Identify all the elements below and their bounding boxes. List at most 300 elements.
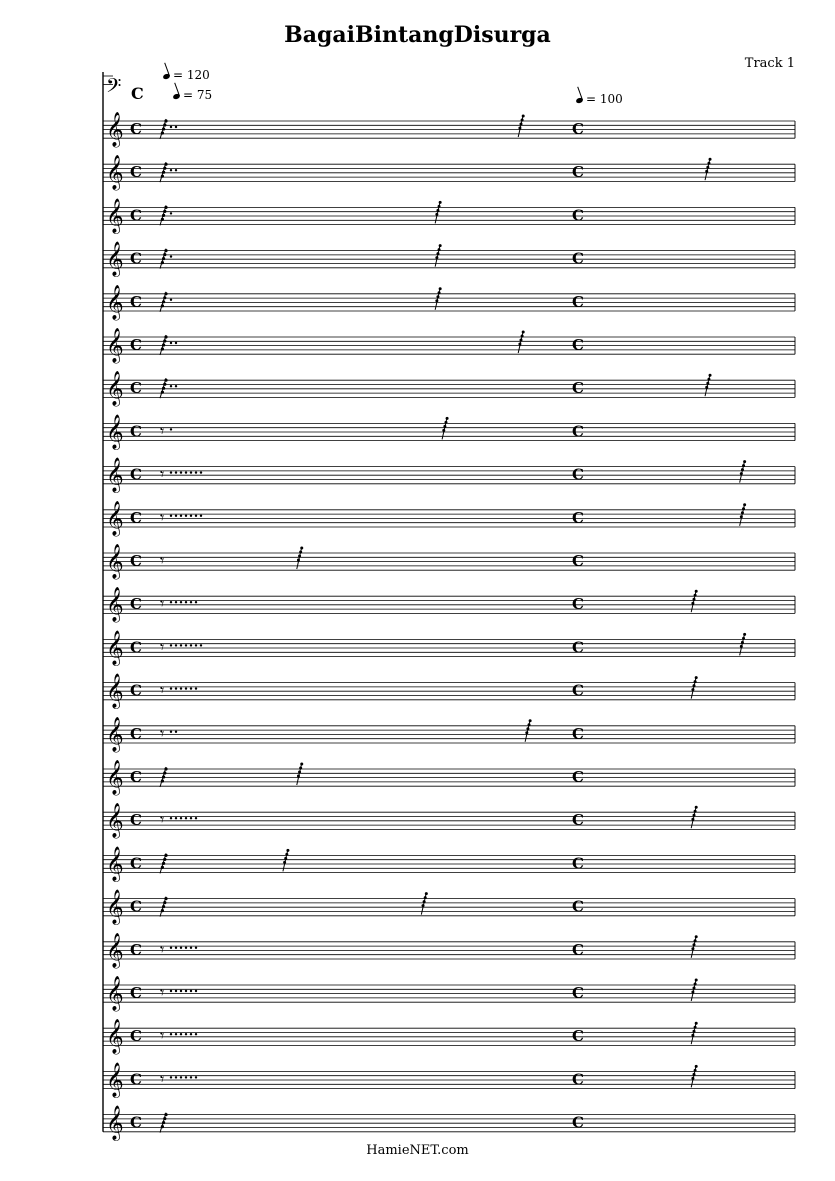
duration-dot — [180, 1033, 182, 1035]
rest-flag — [743, 460, 746, 463]
rest-flag — [162, 387, 165, 390]
duration-dot — [195, 687, 197, 689]
duration-dot — [190, 644, 192, 646]
rest-flag — [436, 209, 439, 212]
duration-dot — [190, 687, 192, 689]
rest-flag — [709, 158, 712, 161]
footer-credit: HamieNET.com — [366, 1143, 469, 1158]
time-signature: C — [130, 940, 142, 959]
duration-dot — [175, 817, 177, 819]
rest-flag — [162, 1121, 165, 1124]
rest-flag — [707, 378, 710, 381]
duration-dot — [175, 342, 177, 344]
treble-clef-icon: 𝄞 — [106, 500, 124, 536]
eighth-rest-icon: 𝄾 — [160, 1069, 165, 1089]
duration-dot — [195, 947, 197, 949]
rest-flag — [525, 731, 528, 734]
rest-flag — [298, 555, 301, 558]
eighth-rest-icon: 𝄾 — [160, 637, 165, 657]
treble-clef-icon: 𝄞 — [106, 587, 124, 623]
time-signature: C — [572, 681, 584, 700]
rest-flag — [435, 213, 438, 216]
eighth-rest-icon: 𝄾 — [160, 551, 165, 570]
rest-flag — [164, 292, 167, 295]
time-signature: C — [130, 422, 142, 441]
time-signature: C — [572, 984, 584, 1002]
rest-flag — [521, 335, 524, 338]
rest-flag — [439, 201, 442, 204]
treble-clef-icon: 𝄞 — [106, 241, 124, 277]
rest-flag — [693, 684, 696, 687]
rest-flag — [743, 633, 746, 636]
rest-flag — [161, 866, 164, 869]
duration-dot — [195, 817, 197, 819]
rest-flag — [164, 163, 167, 166]
rest-flag — [438, 205, 441, 208]
duration-dot — [170, 428, 172, 430]
tempo-mark-1: = 120 — [163, 68, 210, 82]
rest-flag — [423, 900, 426, 903]
time-signature: C — [572, 638, 584, 657]
rest-flag — [694, 680, 697, 683]
treble-clef-icon: 𝄞 — [106, 803, 124, 839]
duration-dot — [175, 515, 177, 517]
treble-clef-icon: 𝄞 — [106, 760, 124, 795]
rest-flag — [706, 382, 709, 385]
time-signature: C — [572, 1113, 584, 1132]
score-title: BagaiBintangDisurga — [284, 22, 551, 48]
duration-dot — [190, 990, 192, 992]
time-signature: C — [572, 292, 584, 311]
duration-dot — [170, 471, 172, 473]
eighth-rest-icon: 𝄾 — [160, 594, 165, 614]
rest-flag — [436, 252, 439, 255]
duration-dot — [175, 169, 177, 171]
duration-dot — [185, 817, 187, 819]
rest-flag — [439, 244, 442, 247]
duration-dot — [180, 515, 182, 517]
time-signature: C — [572, 897, 584, 916]
duration-dot — [185, 1076, 187, 1078]
time-signature: C — [130, 1070, 142, 1089]
time-signature: C — [130, 724, 142, 743]
rest-flag — [164, 119, 167, 122]
rest-flag — [162, 300, 165, 303]
treble-clef-icon: 𝄞 — [106, 976, 124, 1011]
rest-flag — [162, 862, 165, 865]
duration-dot — [175, 1076, 177, 1078]
rest-flag — [691, 1034, 694, 1037]
rest-flag — [694, 983, 697, 986]
rest-flag — [520, 339, 523, 342]
duration-dot — [170, 1033, 172, 1035]
rest-flag — [163, 1117, 166, 1120]
duration-dot — [170, 731, 172, 733]
time-signature: C — [572, 163, 584, 182]
duration-dot — [175, 644, 177, 646]
rest-flag — [443, 425, 446, 428]
duration-dot — [190, 947, 192, 949]
duration-dot — [170, 385, 172, 387]
duration-dot — [190, 471, 192, 473]
rest-flag — [162, 214, 165, 217]
duration-dot — [190, 1076, 192, 1078]
treble-clef-icon: 𝄞 — [106, 1019, 124, 1055]
duration-dot — [185, 687, 187, 689]
rest-flag — [693, 1030, 696, 1033]
duration-dot — [170, 299, 172, 301]
duration-dot — [180, 687, 182, 689]
eighth-rest-icon: 𝄾 — [160, 421, 165, 441]
rest-flag — [694, 1069, 697, 1072]
rest-flag — [162, 775, 165, 778]
time-signature: C — [572, 508, 584, 527]
tempo-mark-3: = 100 — [576, 92, 623, 106]
time-signature: C — [130, 1027, 142, 1046]
duration-dot — [175, 731, 177, 733]
time-signature: C — [130, 508, 142, 527]
duration-dot — [170, 1076, 172, 1078]
treble-clef-icon: 𝄞 — [106, 284, 124, 320]
time-signature: C — [572, 120, 584, 138]
rest-flag — [695, 1022, 698, 1025]
rest-flag — [691, 602, 694, 605]
duration-dot — [170, 342, 172, 344]
duration-dot — [170, 990, 172, 992]
time-signature: C — [130, 984, 142, 1002]
rest-flag — [693, 943, 696, 946]
rest-flag — [161, 131, 164, 134]
rest-flag — [162, 171, 165, 174]
treble-clef-icon: 𝄞 — [106, 112, 124, 147]
duration-dot — [195, 644, 197, 646]
duration-dot — [175, 990, 177, 992]
duration-dot — [195, 515, 197, 517]
duration-dot — [170, 255, 172, 257]
time-signature: C — [130, 1113, 142, 1132]
treble-clef-icon: 𝄞 — [106, 673, 124, 709]
rest-flag — [526, 727, 529, 730]
duration-dot — [185, 990, 187, 992]
rest-flag — [164, 854, 167, 857]
rest-flag — [741, 511, 744, 514]
rest-flag — [695, 590, 698, 593]
treble-clef-icon: 𝄞 — [106, 846, 124, 882]
rest-flag — [691, 818, 694, 821]
duration-dot — [170, 601, 172, 603]
rest-flag — [163, 123, 166, 126]
rest-flag — [694, 939, 697, 942]
time-signature: C — [130, 854, 142, 873]
rest-flag — [164, 767, 167, 770]
bass-clef-icon: 𝄢 — [106, 74, 122, 102]
track-label: Track 1 — [744, 56, 795, 71]
treble-clef-icon: 𝄞 — [106, 932, 124, 968]
rest-flag — [422, 904, 425, 907]
time-signature: C — [130, 595, 142, 614]
time-signature: C — [572, 1027, 584, 1046]
rest-flag — [435, 256, 438, 259]
rest-flag — [444, 421, 447, 424]
time-signature: C — [130, 292, 142, 311]
duration-dot — [180, 947, 182, 949]
rest-flag — [691, 688, 694, 691]
duration-dot — [180, 817, 182, 819]
rest-flag — [705, 170, 708, 173]
duration-dot — [175, 126, 177, 128]
time-signature: C — [572, 854, 584, 873]
time-signature: C — [130, 768, 142, 786]
duration-dot — [190, 601, 192, 603]
rest-flag — [161, 779, 164, 782]
rest-flag — [438, 248, 441, 251]
eighth-rest-icon: 𝄾 — [160, 464, 165, 484]
time-signature: C — [130, 897, 142, 916]
rest-flag — [164, 379, 167, 382]
rest-flag — [300, 547, 303, 550]
duration-dot — [200, 644, 202, 646]
rest-flag — [163, 339, 166, 342]
time-signature: C — [572, 811, 584, 830]
time-signature: C — [130, 249, 142, 268]
rest-flag — [297, 775, 300, 778]
rest-flag — [695, 935, 698, 938]
time-signature: C — [572, 379, 584, 398]
rest-flag — [161, 218, 164, 221]
treble-clef-icon: 𝄞 — [106, 414, 124, 450]
time-signature: C — [130, 681, 142, 700]
time-signature: C — [130, 379, 142, 398]
duration-dot — [175, 385, 177, 387]
duration-dot — [170, 169, 172, 171]
rest-flag — [161, 175, 164, 178]
rest-flag — [164, 897, 167, 900]
rest-flag — [528, 723, 531, 726]
rest-flag — [435, 299, 438, 302]
rest-flag — [522, 115, 525, 118]
duration-dot — [200, 515, 202, 517]
time-signature: C — [572, 940, 584, 959]
rest-flag — [695, 1065, 698, 1068]
rest-flag — [742, 507, 745, 510]
rest-flag — [693, 1073, 696, 1076]
treble-clef-icon: 𝄞 — [106, 544, 124, 579]
rest-flag — [742, 637, 745, 640]
duration-dot — [195, 1076, 197, 1078]
time-signature: C — [130, 206, 142, 225]
duration-dot — [170, 644, 172, 646]
time-signature: C — [130, 120, 142, 138]
rest-flag — [299, 551, 302, 554]
duration-dot — [175, 947, 177, 949]
time-signature: C — [572, 552, 584, 570]
time-signature: C — [130, 465, 142, 484]
rest-flag — [285, 853, 288, 856]
rest-flag — [742, 464, 745, 467]
rest-flag — [740, 645, 743, 648]
rest-flag — [691, 991, 694, 994]
eighth-rest-icon: 𝄾 — [160, 1026, 165, 1046]
time-signature: C — [572, 422, 584, 441]
rest-flag — [694, 1026, 697, 1029]
duration-dot — [175, 471, 177, 473]
time-signature: C — [572, 724, 584, 743]
time-signature: C — [572, 336, 584, 354]
rest-flag — [707, 162, 710, 165]
rest-flag — [741, 641, 744, 644]
rest-flag — [424, 896, 427, 899]
duration-dot — [200, 471, 202, 473]
treble-clef-icon: 𝄞 — [106, 328, 124, 363]
eighth-rest-icon: 𝄾 — [160, 983, 165, 1002]
rest-flag — [518, 343, 521, 346]
rest-flag — [163, 210, 166, 213]
rest-flag — [691, 1077, 694, 1080]
rest-flag — [298, 771, 301, 774]
treble-clef-icon: 𝄞 — [106, 889, 124, 925]
eighth-rest-icon: 𝄾 — [160, 723, 165, 743]
rest-flag — [163, 296, 166, 299]
time-signature: C — [572, 206, 584, 225]
duration-dot — [180, 990, 182, 992]
treble-clef-icon: 𝄞 — [106, 371, 124, 407]
rest-flag — [695, 676, 698, 679]
rest-flag — [693, 814, 696, 817]
duration-dot — [190, 1033, 192, 1035]
rest-flag — [161, 909, 164, 912]
treble-clef-icon: 𝄞 — [106, 1105, 124, 1141]
duration-dot — [170, 515, 172, 517]
treble-clef-icon: 𝄞 — [106, 457, 124, 493]
rest-flag — [436, 295, 439, 298]
duration-dot — [170, 212, 172, 214]
duration-dot — [180, 601, 182, 603]
rest-flag — [709, 374, 712, 377]
rest-flag — [164, 206, 167, 209]
rest-flag — [161, 304, 164, 307]
rest-flag — [162, 127, 165, 130]
rest-flag — [518, 127, 521, 130]
treble-clef-icon: 𝄞 — [106, 1062, 124, 1098]
duration-dot — [170, 817, 172, 819]
rest-flag — [283, 861, 286, 864]
duration-dot — [170, 126, 172, 128]
duration-dot — [185, 1033, 187, 1035]
duration-dot — [180, 471, 182, 473]
rest-flag — [164, 1113, 167, 1116]
duration-dot — [180, 1076, 182, 1078]
rest-flag — [163, 167, 166, 170]
duration-dot — [175, 687, 177, 689]
time-signature: C — [572, 768, 584, 786]
rest-flag — [740, 472, 743, 475]
rest-flag — [163, 383, 166, 386]
rest-flag — [446, 417, 449, 420]
rest-flag — [164, 249, 167, 252]
rest-flag — [438, 291, 441, 294]
time-signature: C — [572, 465, 584, 484]
rest-flag — [741, 468, 744, 471]
rest-flag — [529, 719, 532, 722]
rest-flag — [300, 763, 303, 766]
duration-dot — [195, 601, 197, 603]
rest-flag — [520, 123, 523, 126]
rest-flag — [163, 901, 166, 904]
time-signature: C — [572, 1070, 584, 1089]
duration-dot — [195, 471, 197, 473]
rest-flag — [442, 429, 445, 432]
rest-flag — [695, 806, 698, 809]
eighth-rest-icon: 𝄾 — [160, 939, 165, 959]
rest-flag — [706, 166, 709, 169]
treble-clef-icon: 𝄞 — [106, 716, 124, 752]
rest-flag — [161, 261, 164, 264]
rest-flag — [694, 594, 697, 597]
rest-flag — [695, 979, 698, 982]
treble-clef-icon: 𝄞 — [106, 155, 124, 191]
eighth-rest-icon: 𝄾 — [160, 680, 165, 700]
duration-dot — [195, 990, 197, 992]
rest-flag — [161, 347, 164, 350]
rest-flag — [162, 257, 165, 260]
time-signature: C — [130, 336, 142, 354]
time-signature: C — [572, 595, 584, 614]
rest-flag — [694, 810, 697, 813]
rest-flag — [161, 391, 164, 394]
rest-flag — [425, 892, 428, 895]
rest-flag — [439, 287, 442, 290]
duration-dot — [190, 515, 192, 517]
rest-flag — [163, 771, 166, 774]
treble-clef-icon: 𝄞 — [106, 630, 124, 666]
duration-dot — [170, 687, 172, 689]
time-signature: C — [130, 552, 142, 570]
eighth-rest-icon: 𝄾 — [160, 507, 165, 527]
duration-dot — [185, 644, 187, 646]
rest-flag — [522, 331, 525, 334]
rest-flag — [691, 947, 694, 950]
duration-dot — [185, 947, 187, 949]
time-signature: C — [130, 638, 142, 657]
rest-flag — [740, 515, 743, 518]
treble-clef-icon: 𝄞 — [106, 198, 124, 234]
duration-dot — [185, 601, 187, 603]
rest-flag — [163, 858, 166, 861]
time-signature: C — [131, 84, 144, 103]
tempo-mark-2: = 75 — [173, 88, 212, 102]
duration-dot — [185, 515, 187, 517]
duration-dot — [185, 471, 187, 473]
rest-flag — [693, 598, 696, 601]
duration-dot — [175, 601, 177, 603]
duration-dot — [190, 817, 192, 819]
rest-flag — [164, 335, 167, 338]
duration-dot — [170, 947, 172, 949]
time-signature: C — [572, 249, 584, 268]
rest-flag — [162, 905, 165, 908]
rest-flag — [161, 1125, 164, 1128]
rest-flag — [299, 767, 302, 770]
rest-flag — [743, 503, 746, 506]
duration-dot — [180, 644, 182, 646]
rest-flag — [521, 119, 524, 122]
rest-flag — [284, 857, 287, 860]
rest-flag — [705, 386, 708, 389]
rest-flag — [297, 559, 300, 562]
duration-dot — [175, 1033, 177, 1035]
rest-flag — [163, 253, 166, 256]
time-signature: C — [130, 811, 142, 830]
